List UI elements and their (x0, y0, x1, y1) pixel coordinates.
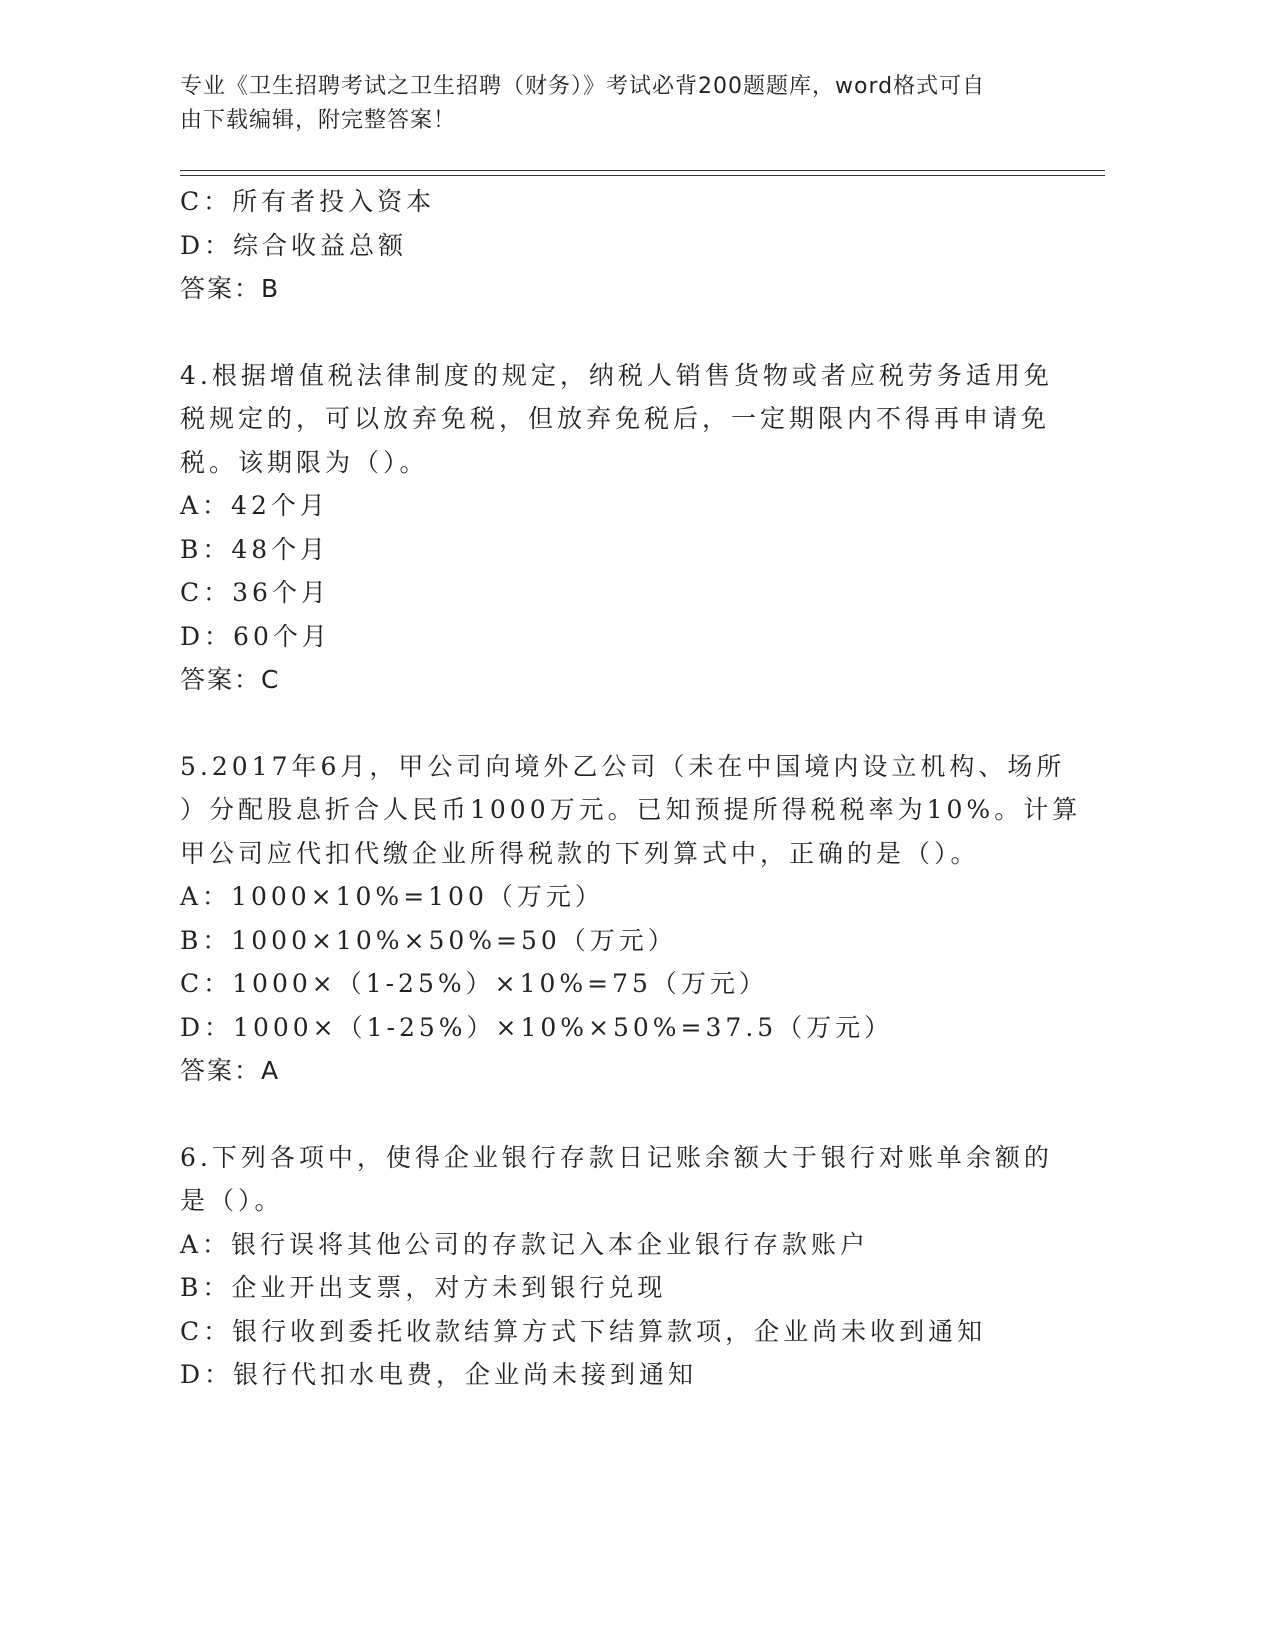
option-a: A：银行误将其他公司的存款记入本企业银行存款账户 (180, 1229, 870, 1259)
question-stem-line: 税规定的，可以放弃免税，但放弃免税后，一定期限内不得再申请免 (180, 404, 1051, 433)
option-d: D：1000×（1-25%）×10%×50%=37.5（万元） (180, 1012, 894, 1042)
answer-line: 答案：B (180, 274, 281, 303)
spacer (180, 311, 1040, 354)
answer-line: 答案：A (180, 1056, 281, 1085)
answer-line: 答案：C (180, 665, 281, 694)
option-c: C：银行收到委托收款结算方式下结算款项，企业尚未收到通知 (180, 1316, 987, 1346)
question-4 (180, 354, 1053, 702)
option-b: B：1000×10%×50%=50（万元） (180, 925, 677, 955)
question-stem-line: 是（）。 (180, 1186, 284, 1215)
header-line-2: 由下载编辑，附完整答案！ (180, 108, 457, 133)
question-3-tail (180, 180, 1040, 311)
option-b: B：企业开出支票，对方未到银行兑现 (180, 1273, 667, 1302)
option-a: A：42个月 (180, 491, 329, 520)
option-c: C：36个月 (180, 578, 330, 607)
spacer (180, 1093, 1040, 1136)
header-rule-bottom (180, 175, 1105, 176)
question-content (180, 180, 1082, 1397)
question-stem-line: 5.2017年6月，甲公司向境外乙公司（未在中国境内设立机构、场所 (180, 751, 1066, 781)
option-a: A：1000×10%=100（万元） (180, 882, 604, 911)
document-header (180, 70, 1040, 138)
spacer (180, 702, 1040, 745)
option-c: C：所有者投入资本 (180, 187, 436, 216)
option-d: D：60个月 (180, 621, 331, 651)
option-d: D：银行代扣水电费，企业尚未接到通知 (180, 1360, 698, 1389)
question-stem-line: ）分配股息折合人民币1000万元。已知预提所得税税率为10%。计算 (180, 795, 1082, 824)
header-rule-top (180, 170, 1105, 171)
question-6 (180, 1136, 1053, 1397)
option-d: D：综合收益总额 (180, 230, 408, 260)
question-stem-line: 6.下列各项中，使得企业银行存款日记账余额大于银行对账单余额的 (180, 1142, 1053, 1172)
header-line-1: 专业《卫生招聘考试之卫生招聘（财务）》考试必背200题题库，word格式可自 (180, 74, 986, 99)
question-stem-line: 税。该期限为（）。 (180, 447, 429, 477)
question-5 (180, 745, 1082, 1093)
option-c: C：1000×（1-25%）×10%=75（万元） (180, 969, 768, 998)
option-b: B：48个月 (180, 534, 330, 564)
question-stem-line: 甲公司应代扣代缴企业所得税款的下列算式中，正确的是（）。 (180, 838, 980, 868)
question-stem-line: 4.根据增值税法律制度的规定，纳税人销售货物或者应税劳务适用免 (180, 360, 1053, 390)
